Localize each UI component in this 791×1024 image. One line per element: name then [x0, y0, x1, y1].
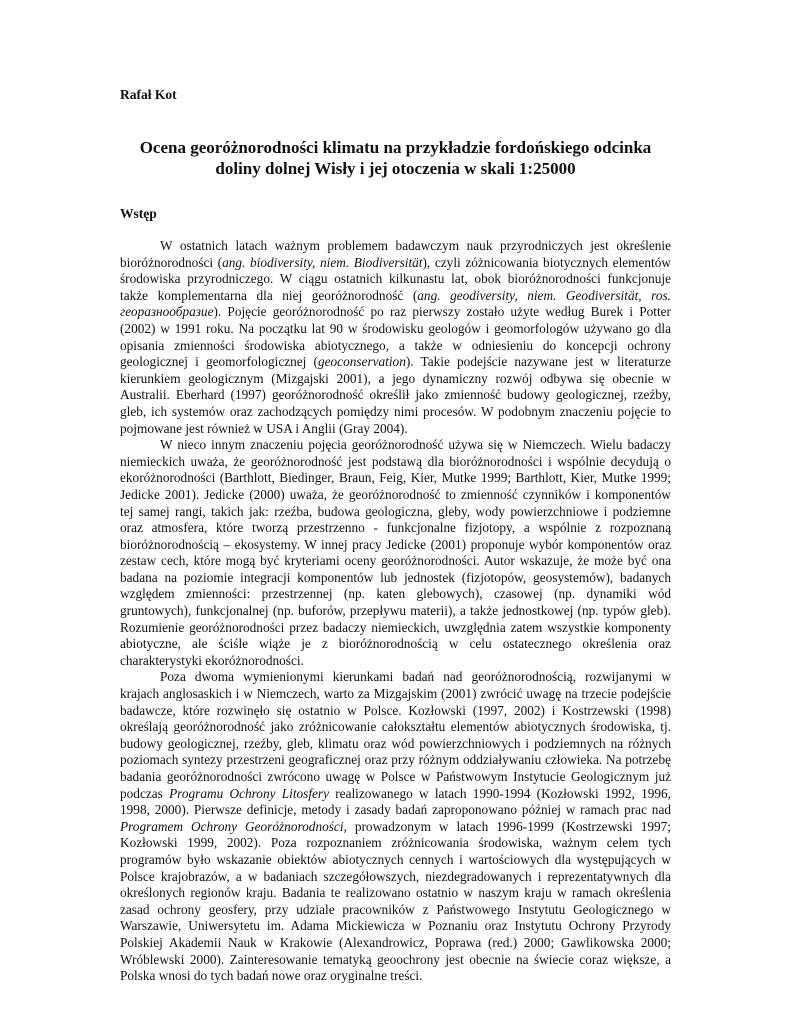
paper-title	[120, 137, 671, 179]
text-run: ). Pojęcie georóżnorodność po raz pierwszy zostało użyte według Burek i Potter	[213, 304, 671, 320]
body-text	[120, 238, 671, 985]
text-line	[120, 371, 671, 388]
text-run: badawcze, które rozwinęło się ostatnio w Polsce. Kozłowski (1997, 2002) i Kostrzewski (1998)	[120, 702, 671, 718]
text-line	[120, 238, 671, 255]
text-run: programów było wskazanie obiektów abiotycznych cennych i wartościowych dla występujących w	[120, 851, 671, 867]
text-line	[120, 620, 671, 637]
text-run: opisania zmienności środowiska abiotycznego, a także w odniesieniu do koncepcji ochrony	[120, 337, 671, 353]
text-run: bioróżnorodnością – ekosystemy. W innej pracy Jedicke (2001) proponuje wybór komponentów oraz	[120, 536, 671, 552]
paragraph	[120, 238, 671, 437]
text-line	[120, 338, 671, 355]
paragraph	[120, 437, 671, 669]
text-line	[120, 769, 671, 786]
text-run: geologicznej i geomorfologicznej (	[120, 354, 318, 370]
paper-title-line-2: doliny dolnej Wisły i jej otoczenia w skali 1:25000	[215, 159, 576, 178]
italic-text: Programu Ochrony Litosfery	[169, 785, 330, 801]
italic-text: ang. geodiversity, niem. Geodiversität, ros.	[417, 287, 671, 303]
text-run: Wróblewski 2000). Zainteresowanie tematyką geoochrony jest obecnie na świecie coraz większe, a	[120, 951, 671, 967]
text-line	[120, 586, 671, 603]
text-line	[120, 387, 671, 404]
text-line	[120, 902, 671, 919]
text-line	[120, 852, 671, 869]
text-line	[120, 669, 671, 686]
text-run: badania georóżnorodności zwrócono uwagę w Polsce w Państwowym Instytucie Geologicznym już	[120, 769, 671, 784]
text-line	[120, 918, 671, 935]
text-line	[120, 653, 671, 670]
text-run: Polskiej Akademii Nauk w Krakowie (Alexandrowicz, Poprawa (red.) 2000; Gawlikowska 2000;	[120, 934, 671, 950]
italic-text: ang. biodiversity, niem. Biodiversität	[222, 254, 423, 270]
text-line	[120, 603, 671, 620]
text-run: kierunkiem geologicznym (Mizgajski 2001), a jego dynamiczny rozwój odbywa się obecnie w	[120, 370, 671, 386]
text-run: gleb, ich systemów oraz zachodzących pomiędzy nimi procesów. W podobnym znaczeniu pojęcie to	[120, 403, 671, 419]
text-run: Kozłowski 1999, 2002). Poza rozpoznaniem zróżnicowania środowiska, ważnym celem tych	[120, 835, 671, 851]
text-line	[120, 952, 671, 969]
text-run: określają georóżnorodność jako zróżnicowanie całokształtu elementów abiotycznych środowiska, tj.	[120, 719, 671, 735]
text-line	[120, 719, 671, 736]
text-line	[120, 437, 671, 454]
text-run: badana na poziomie integracji komponentów lub jednostek (fizjotopów, geosystemów), badanych	[120, 569, 671, 585]
text-run: Rozumienie georóżnorodności przez badaczy niemieckich, uwzględnia zatem wszystkie komponenty	[120, 619, 671, 635]
text-run: krajach anglosaskich i w Niemczech, warto za Mizgajskim (2001) zwrócić uwagę na trzecie podejście	[120, 686, 671, 702]
italic-text: geoconservation	[317, 354, 406, 370]
italic-text: георазнообразие	[120, 304, 214, 320]
text-run: , prowadzonym w latach 1996-1999 (Kostrzewski 1997;	[343, 818, 671, 834]
text-line	[120, 404, 671, 421]
text-run: także komplementarna dla niej georóżnorodność (	[120, 287, 418, 303]
text-run: Polsce krajobrazów, a w badaniach szczegółowszych, niezdegradowanych i reprezentatywnych dla	[120, 868, 671, 884]
text-line	[120, 802, 671, 819]
section-heading: Wstęp	[120, 206, 157, 221]
text-line	[120, 504, 671, 521]
text-run: Jedicke 2001). Jedicke (2000) uważa, że georóżnorodność to zmienność czynników i komponentów	[120, 486, 671, 502]
text-run: Warszawie, Uniwersytetu im. Adama Mickiewicza w Poznaniu oraz Instytutu Ochrony Przyrody	[120, 918, 671, 934]
text-line	[120, 752, 671, 769]
text-run: tej samej rangi, takich jak: rzeźba, budowa geologiczna, gleby, wody powierzchniowe i podziemne	[120, 503, 671, 519]
text-run: niemieckich uważa, że georóżnorodność jest podstawą dla bioróżnorodności i wspólnie decydują o	[120, 453, 671, 469]
text-line	[120, 570, 671, 587]
text-line	[120, 520, 671, 537]
text-run: bioróżnorodności (	[120, 254, 223, 270]
text-line	[120, 869, 671, 886]
text-line	[120, 736, 671, 753]
text-line	[120, 421, 671, 438]
text-line	[120, 454, 671, 471]
text-line	[120, 786, 671, 803]
text-run: abiotyczne, ale ściśle wiąże je z bioróżnorodnością w celu ostatecznego określenia oraz	[120, 636, 671, 652]
text-line	[120, 553, 671, 570]
text-line	[120, 255, 671, 272]
text-run: charakterystyki ekoróżnorodności.	[120, 652, 304, 668]
paper-title-line-1: Ocena georóżnorodności klimatu na przykładzie fordońskiego odcinka	[139, 138, 652, 157]
text-line	[120, 935, 671, 952]
text-line	[120, 835, 671, 852]
text-run: zasad ochrony geosfery, przy udziale pracowników z Państwowego Instytutu Geologicznego w	[120, 901, 671, 917]
text-run: gruntowych), funkcjonalnej (np. buforów, przepływu materii), a także jednostkowej (np. typów gleb).	[120, 603, 671, 619]
text-line	[120, 686, 671, 703]
text-run: (2002) w 1991 roku. Na początku lat 90 w środowisku geologów i geomorfologów używano go dla	[120, 320, 671, 336]
text-run: W ostatnich latach ważnym problemem badawczym nauk przyrodniczych jest określenie	[160, 238, 671, 253]
text-line	[120, 537, 671, 554]
text-line	[120, 968, 671, 985]
text-run: 1998, 2000). Pierwsze definicje, metody i zasady badań zaproponowano później w ramach prac nad	[120, 802, 671, 818]
text-run: ). Takie podejście nazywane jest w literaturze	[405, 354, 671, 370]
text-run: ), czyli zóżnicowania biotycznych elementów	[422, 254, 671, 270]
text-run: ekoróżnorodności (Barthlott, Biedinger, Braun, Feig, Kier, Mutke 1999; Barthlott, Kier, Mutke 1999;	[120, 470, 671, 486]
text-run: zestaw cech, które mogą być kryteriami oceny georóżnorodności. Autor wskazuje, że może być ona	[120, 553, 671, 569]
text-run: budowy geologicznej, rzeźby, gleb, klimatu oraz wód powierzchniowych i podziemnych na różnych	[120, 735, 671, 751]
text-line	[120, 304, 671, 321]
text-run: Poza dwoma wymienionymi kierunkami badań nad georóżnorodnością, rozwijanymi w	[160, 669, 671, 685]
text-line	[120, 271, 671, 288]
text-run: poziomach syntezy przestrzeni geograficznej oraz przy różnym oddziaływaniu człowieka. Na potrzebę	[120, 752, 671, 768]
text-line	[120, 354, 671, 371]
italic-text: Programem Ochrony Georóżnorodności	[120, 818, 344, 834]
text-run: oraz atmosfera, które tworzą przestrzenno - funkcjonalne fizjotopy, a wspólnie z rozpoznaną	[120, 520, 671, 536]
text-run: W nieco innym znaczeniu pojęcia georóżnorodność używa się w Niemczech. Wielu badaczy	[160, 437, 671, 453]
text-run: względem zmienności: przestrzennej (np. katen glebowych), czasowej (np. dynamiki wód	[120, 586, 671, 602]
text-run: Polska wnosi do tych badań nowe oraz oryginalne treści.	[120, 968, 423, 984]
text-line	[120, 321, 671, 338]
text-line	[120, 636, 671, 653]
text-line	[120, 288, 671, 305]
text-run: podczas	[120, 785, 170, 801]
text-line	[120, 885, 671, 902]
paragraph	[120, 669, 671, 984]
text-run: środowiska przyrodniczego. W ciągu ostatnich kilkunastu lat, obok bioróżnorodności funkcjonuje	[120, 271, 671, 287]
text-run: realizowanego w latach 1990-1994 (Kozłowski 1992, 1996,	[329, 785, 671, 801]
text-line	[120, 487, 671, 504]
text-run: Australii. Eberhard (1997) georóżnorodność określił jako zmienność budowy geologicznej, rzeźby,	[120, 387, 671, 403]
text-run: określonych regionów kraju. Badania te realizowano ostatnio w naszym kraju w ramach określenia	[120, 885, 671, 901]
text-line	[120, 819, 671, 836]
text-run: pojmowane jest również w USA i Anglii (Gray 2004).	[120, 420, 408, 436]
text-line	[120, 470, 671, 487]
text-line	[120, 703, 671, 720]
author-name: Rafał Kot	[120, 87, 177, 102]
